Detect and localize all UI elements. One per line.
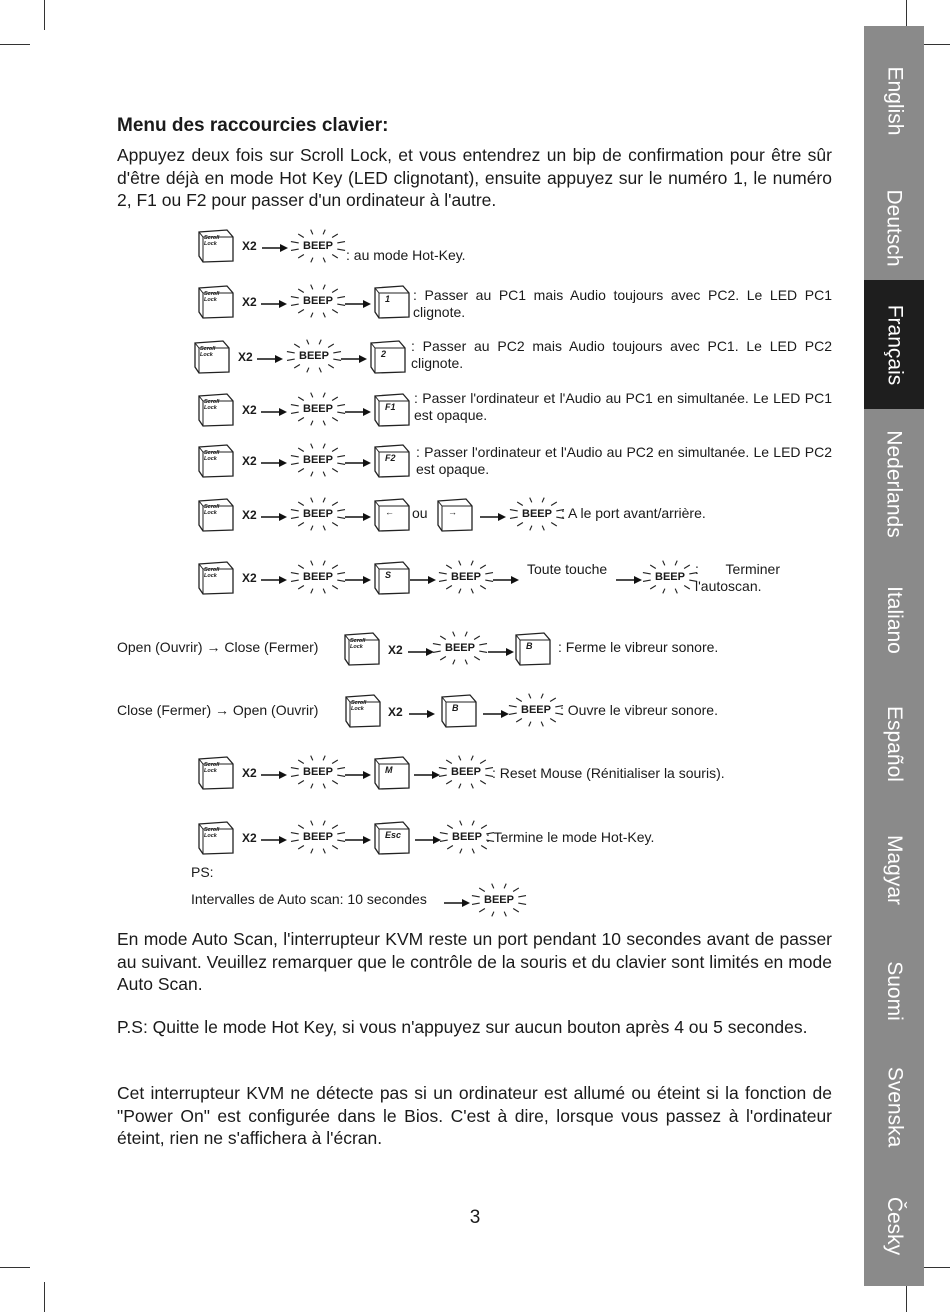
- scroll-key-bottom: Lock: [204, 297, 217, 303]
- arrow-icon: [493, 572, 519, 582]
- scroll-lock-key: [343, 632, 379, 664]
- scroll-key-bottom: Lock: [350, 644, 363, 650]
- times-two-label: X2: [238, 350, 253, 364]
- arrow-icon: [262, 240, 288, 250]
- beep-label: BEEP: [303, 403, 333, 415]
- arrow-icon: [616, 572, 642, 582]
- scroll-key-top: Scroll: [350, 638, 366, 644]
- beep-icon: [288, 228, 348, 264]
- page-number: 3: [469, 1207, 481, 1228]
- scroll-key-top: Scroll: [204, 762, 220, 768]
- ps-paragraph: P.S: Quitte le mode Hot Key, si vous n'appuyez sur aucun bouton après 4 ou 5 secondes.: [117, 1017, 808, 1037]
- arrow-icon: [261, 572, 287, 582]
- row-description: : Passer au PC2 mais Audio toujours avec PC1. Le LED PC2 clignote.: [411, 338, 832, 371]
- scroll-key-top: Scroll: [204, 399, 220, 405]
- arrow-icon: [261, 404, 287, 414]
- beep-label: BEEP: [299, 350, 329, 362]
- scroll-lock-key-label: [204, 504, 219, 516]
- scroll-lock-key-label: [204, 567, 219, 579]
- times-two-label: X2: [242, 295, 257, 309]
- scroll-lock-key-label: [204, 291, 219, 303]
- beep-icon: [506, 692, 566, 728]
- scroll-lock-key: [197, 444, 233, 476]
- row-description: : Terminer l'autoscan.: [695, 561, 780, 594]
- scroll-lock-key-label: [204, 399, 219, 411]
- arrow-icon: [444, 895, 470, 905]
- key-label: S: [385, 570, 392, 580]
- or-label: ou: [412, 505, 428, 521]
- key-label: F1: [385, 402, 396, 412]
- hotkey-key: [373, 444, 409, 476]
- key-label: 2: [381, 349, 387, 359]
- row-description: : A le port avant/arrière.: [561, 505, 706, 521]
- right-arrow-key: [436, 498, 472, 530]
- crop-mark: [44, 1282, 45, 1312]
- tab-svenska[interactable]: Svenska: [883, 1066, 907, 1148]
- row-description: : Termine le mode Hot-Key.: [486, 829, 655, 845]
- section-heading: Menu des raccourcies clavier:: [117, 115, 389, 136]
- hotkey-key: [373, 821, 409, 853]
- tab-nederlands[interactable]: Nederlands: [883, 430, 906, 538]
- times-two-label: X2: [242, 831, 257, 845]
- scroll-lock-key-label: [351, 700, 366, 712]
- beep-label: BEEP: [303, 454, 333, 466]
- arrow-icon: [341, 351, 367, 361]
- arrow-icon: [480, 509, 506, 519]
- scroll-key-top: Scroll: [204, 235, 220, 241]
- scroll-lock-key: [344, 694, 380, 726]
- any-key-label: Toute touche: [527, 561, 608, 577]
- tab-english[interactable]: English: [883, 66, 907, 136]
- key-label: B: [452, 703, 459, 713]
- beep-icon: [288, 283, 348, 319]
- beep-label: BEEP: [451, 571, 481, 583]
- hotkey-key: [373, 285, 409, 317]
- hotkey-key: [373, 756, 409, 788]
- arrow-icon: [261, 455, 287, 465]
- scroll-key-bottom: Lock: [351, 706, 364, 712]
- tab-francais[interactable]: Français: [864, 280, 924, 409]
- arrow-icon: [345, 832, 371, 842]
- scroll-key-bottom: Lock: [204, 833, 217, 839]
- scroll-lock-key-label: [204, 450, 219, 462]
- buzzer-key: [440, 694, 476, 726]
- arrow-icon: [261, 832, 287, 842]
- beep-icon: [288, 819, 348, 855]
- buzzer-key: [514, 632, 550, 664]
- beep-label: BEEP: [303, 240, 333, 252]
- row-description: : Ouvre le vibreur sonore.: [560, 702, 718, 718]
- beep-label: BEEP: [452, 831, 482, 843]
- arrow-icon: [345, 509, 371, 519]
- beep-icon: [640, 559, 700, 595]
- intro-paragraph: Appuyez deux fois sur Scroll Lock, et vous entendrez un bip de confirmation pour être sûr d'être déjà en mode Hot Key (LED clignotant), ensuite appuyez sur le numéro 1, le numéro 2, F1 ou F2 pour passer d'un ordinateur à l'autre.: [117, 145, 832, 210]
- beep-icon: [284, 338, 344, 374]
- beep-icon: [288, 559, 348, 595]
- scroll-key-top: Scroll: [204, 827, 220, 833]
- arrow-icon: [261, 296, 287, 306]
- scroll-lock-key-label: [204, 827, 219, 839]
- arrow-icon: [345, 767, 371, 777]
- beep-icon: [507, 496, 567, 532]
- scroll-key-bottom: Lock: [204, 573, 217, 579]
- scroll-key-bottom: Lock: [200, 352, 213, 358]
- scroll-lock-key: [197, 229, 233, 261]
- scroll-lock-key-label: [204, 762, 219, 774]
- arrow-icon: [261, 767, 287, 777]
- hotkey-key: [373, 561, 409, 593]
- left-arrow-key: [373, 498, 409, 530]
- beep-icon: [436, 754, 496, 790]
- beep-label: BEEP: [303, 831, 333, 843]
- beep-icon: [288, 442, 348, 478]
- beep-icon: [430, 630, 490, 666]
- autoscan-paragraph: En mode Auto Scan, l'interrupteur KVM reste un port pendant 10 secondes avant de passer au suivant. Veuillez remarquer que le contrôle de la souris et du clavier sont limités en mode Auto Scan.: [117, 929, 832, 994]
- scroll-lock-key-label: [204, 235, 219, 247]
- key-label: ←: [385, 507, 394, 517]
- times-two-label: X2: [242, 403, 257, 417]
- row-description: : Ferme le vibreur sonore.: [558, 639, 719, 655]
- scroll-lock-key: [197, 756, 233, 788]
- hotkey-key: [369, 340, 405, 372]
- beep-label: BEEP: [655, 571, 685, 583]
- arrow-icon: [345, 572, 371, 582]
- scroll-key-top: Scroll: [204, 291, 220, 297]
- arrow-icon: [409, 706, 435, 716]
- scroll-key-top: Scroll: [204, 504, 220, 510]
- tab-magyar[interactable]: Magyar: [883, 834, 906, 906]
- key-label: 1: [385, 294, 391, 304]
- scroll-key-top: Scroll: [200, 346, 216, 352]
- key-label: B: [526, 641, 533, 651]
- scroll-key-bottom: Lock: [204, 768, 217, 774]
- times-two-label: X2: [242, 454, 257, 468]
- crop-mark: [920, 44, 950, 45]
- key-label: M: [385, 765, 393, 775]
- arrow-icon: [345, 296, 371, 306]
- scroll-key-top: Scroll: [204, 567, 220, 573]
- scroll-lock-key-label: [350, 638, 365, 650]
- tab-italiano[interactable]: Italiano: [883, 586, 906, 654]
- scroll-lock-key: [197, 561, 233, 593]
- beep-label: BEEP: [451, 766, 481, 778]
- ps-label: PS:: [191, 864, 214, 880]
- times-two-label: X2: [242, 508, 257, 522]
- arrow-icon: [410, 572, 436, 582]
- beep-label: BEEP: [522, 508, 552, 520]
- row-description: : au mode Hot-Key.: [346, 247, 466, 263]
- scroll-key-top: Scroll: [351, 700, 367, 706]
- arrow-icon: [345, 404, 371, 414]
- beep-label: BEEP: [303, 295, 333, 307]
- beep-icon: [288, 496, 348, 532]
- beep-icon: [288, 754, 348, 790]
- language-sidebar: [864, 26, 924, 1286]
- hotkey-key: [373, 393, 409, 425]
- ps-interval: Intervalles de Auto scan: 10 secondes: [191, 891, 427, 907]
- beep-label: BEEP: [303, 508, 333, 520]
- buzzer-close-prefix: Open (Ouvrir) → Close (Fermer): [117, 639, 319, 655]
- scroll-lock-key: [197, 498, 233, 530]
- key-label: Esc: [385, 830, 402, 840]
- scroll-key-bottom: Lock: [204, 241, 217, 247]
- tab-cesky[interactable]: Česky: [882, 1196, 906, 1256]
- crop-mark: [906, 1282, 907, 1312]
- beep-icon: [288, 391, 348, 427]
- beep-icon: [469, 882, 529, 918]
- tab-espanol[interactable]: Español: [883, 706, 907, 782]
- scroll-key-bottom: Lock: [204, 405, 217, 411]
- crop-mark: [0, 1267, 30, 1268]
- scroll-lock-key-label: [200, 346, 215, 358]
- crop-mark: [44, 0, 45, 30]
- beep-label: BEEP: [303, 766, 333, 778]
- scroll-lock-key: [197, 285, 233, 317]
- key-label: →: [448, 507, 457, 517]
- beep-label: BEEP: [484, 894, 514, 906]
- tab-deutsch[interactable]: Deutsch: [883, 189, 907, 267]
- times-two-label: X2: [242, 766, 257, 780]
- times-two-label: X2: [242, 239, 257, 253]
- beep-label: BEEP: [445, 642, 475, 654]
- arrow-icon: [345, 455, 371, 465]
- arrow-icon: [488, 644, 514, 654]
- scroll-key-bottom: Lock: [204, 510, 217, 516]
- scroll-key-top: Scroll: [204, 450, 220, 456]
- arrow-icon: [261, 509, 287, 519]
- crop-mark: [920, 1267, 950, 1268]
- key-label: F2: [385, 453, 396, 463]
- times-two-label: X2: [388, 705, 403, 719]
- times-two-label: X2: [388, 643, 403, 657]
- row-description: : Passer l'ordinateur et l'Audio au PC2 en simultanée. Le LED PC2 est opaque.: [416, 444, 832, 477]
- times-two-label: X2: [242, 571, 257, 585]
- scroll-lock-key: [197, 821, 233, 853]
- buzzer-open-prefix: Close (Fermer) → Open (Ouvrir): [117, 702, 319, 718]
- beep-icon: [436, 559, 496, 595]
- crop-mark: [0, 44, 30, 45]
- beep-label: BEEP: [303, 571, 333, 583]
- row-description: : Passer l'ordinateur et l'Audio au PC1 en simultanée. Le LED PC1 est opaque.: [414, 390, 832, 423]
- row-description: : Reset Mouse (Rénitialiser la souris).: [492, 765, 725, 781]
- power-on-paragraph: Cet interrupteur KVM ne détecte pas si un ordinateur est allumé ou éteint si la fonction de "Power On" est configurée dans le Bios. C'est à dire, lorsque vous passez à l'ordinateur éteint, rien ne s'affichera à l'écran.: [117, 1083, 832, 1148]
- beep-label: BEEP: [521, 704, 551, 716]
- arrow-icon: [257, 351, 283, 361]
- scroll-lock-key: [197, 393, 233, 425]
- tab-suomi[interactable]: Suomi: [883, 960, 906, 1021]
- scroll-lock-key: [193, 340, 229, 372]
- row-description: : Passer au PC1 mais Audio toujours avec PC2. Le LED PC1 clignote.: [413, 287, 832, 320]
- scroll-key-bottom: Lock: [204, 456, 217, 462]
